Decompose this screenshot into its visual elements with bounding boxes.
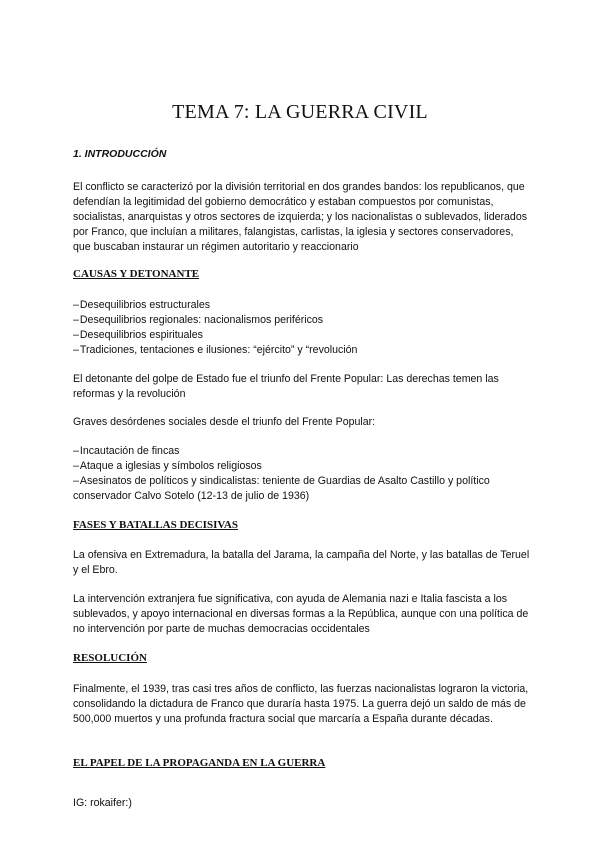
list-item: –Incautación de fincas xyxy=(73,445,180,457)
fases-heading: FASES Y BATALLAS DECISIVAS xyxy=(73,519,238,531)
list-item: –Asesinatos de políticos y sindicalistas: teniente de Guardias de Asalto Castillo y político conservador Calvo Sotelo (12-13 de julio de 1936) xyxy=(73,475,490,502)
resolucion-paragraph: Finalmente, el 1939, tras casi tres años de conflicto, las fuerzas nacionalistas lograron la victoria, consolidando la dictadura de Franco que duraría hasta 1975. La guerra dejó un saldo de más de 500,000 muertos y una profunda fractura social que marcaría a España durante décadas. xyxy=(73,683,529,725)
propaganda-heading: EL PAPEL DE LA PROPAGANDA EN LA GUERRA xyxy=(73,757,326,769)
list-item: –Desequilibrios espirituales xyxy=(73,329,203,341)
graves-intro: Graves desórdenes sociales desde el triunfo del Frente Popular: xyxy=(73,416,376,428)
resolucion-heading: RESOLUCIÓN xyxy=(73,652,147,664)
causas-list xyxy=(73,298,357,358)
list-item: –Desequilibrios regionales: nacionalismos periféricos xyxy=(73,314,324,326)
list-item: –Ataque a iglesias y símbolos religiosos xyxy=(73,460,262,472)
list-item: –Tradiciones, tentaciones e ilusiones: “ejército” y “revolución xyxy=(73,344,358,356)
detonante-paragraph: El detonante del golpe de Estado fue el triunfo del Frente Popular: Las derechas temen las reformas y la revolución xyxy=(73,373,499,400)
graves-list xyxy=(73,444,543,504)
intro-heading: 1. INTRODUCCIÓN xyxy=(73,148,167,160)
causas-heading: CAUSAS Y DETONANTE xyxy=(73,268,200,280)
fases-paragraph-2: La intervención extranjera fue significativa, con ayuda de Alemania nazi e Italia fascista a los sublevados, y apoyo internacional en diversas formas a la República, aunque con una política de no intervención por parte de muchas democracias occidentales xyxy=(73,593,529,635)
instagram-handle: IG: rokaifer:) xyxy=(73,797,132,809)
fases-paragraph-1: La ofensiva en Extremadura, la batalla del Jarama, la campaña del Norte, y las batallas de Teruel y el Ebro. xyxy=(73,549,530,576)
document-title: TEMA 7: LA GUERRA CIVIL xyxy=(172,101,428,123)
intro-paragraph: El conflicto se caracterizó por la división territorial en dos grandes bandos: los republicanos, que defendían la legitimidad del gobierno democrático y estaban compuestos por comunistas, socialistas, anarquistas y otros sectores de izquierda; y los nacionalistas o sublevados, liderados por Franco, que incluían a militares, falangistas, carlistas, la iglesia y sectores conservadores, que buscaban instaurar un régimen autoritario y reaccionario xyxy=(73,181,528,253)
list-item: –Desequilibrios estructurales xyxy=(73,299,211,311)
